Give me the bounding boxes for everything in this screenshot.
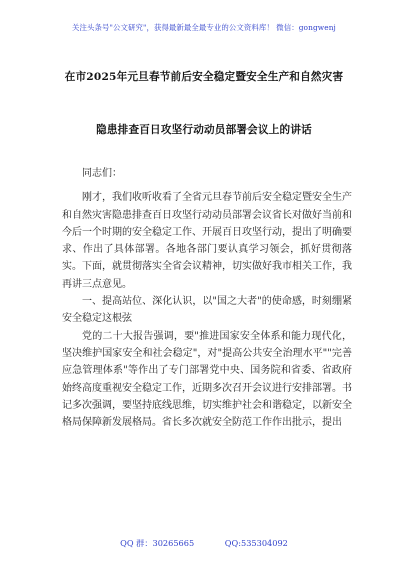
paragraph-2: 党的二十大报告强调，要"推进国家安全体系和能力现代化，坚决维护国家安全和社会稳定"，对"提高公共安全治理水平""完善应急管理体系"等作出了专门部署党中央、国务院和省委、省政府始终高度重视安全稳定工作，近期多次召开会议进行安排部署。书记多次强调，要坚持底线思维，切实维护社会和谐稳定，以新安全格局保障新发展格局。省长多次就安全防范工作作出批示，提出 bbox=[62, 330, 352, 429]
paragraph-1: 刚才，我们收听收看了全省元旦春节前后安全稳定暨安全生产和自然灾害隐患排查百日攻坚行动动员部署会议省长对做好当前和今后一个时期的安全稳定工作、开展百日攻坚行动，提出了明确要求、作出了具体部署。各地各部门要认真学习领会，抓好贯彻落实。下面，就贯彻落实全省会议精神，切实做好我市相关工作，我再讲三点意见。 bbox=[62, 192, 352, 290]
footer-qq-group: QQ 群：30265665 bbox=[120, 538, 195, 548]
section-heading-1: 一、提高站位、深化认识，以"国之大者"的使命感，时刻绷紧安全稳定这根弦 bbox=[62, 296, 352, 325]
greeting: 同志们： bbox=[82, 168, 122, 179]
footer-qq-number: QQ:535304092 bbox=[224, 538, 288, 548]
document-body bbox=[62, 165, 352, 431]
header-promo-note: 关注头条号"公文研究"，获得最新最全最专业的公文资料库！ 微信：gongwenj bbox=[72, 23, 336, 32]
document-title-line-2: 隐患排查百日攻坚行动动员部署会议上的讲话 bbox=[96, 124, 312, 136]
footer-contact bbox=[0, 538, 408, 549]
document-title-line-1: 在市2025年元旦春节前后安全稳定暨安全生产和自然灾害 bbox=[64, 71, 344, 83]
